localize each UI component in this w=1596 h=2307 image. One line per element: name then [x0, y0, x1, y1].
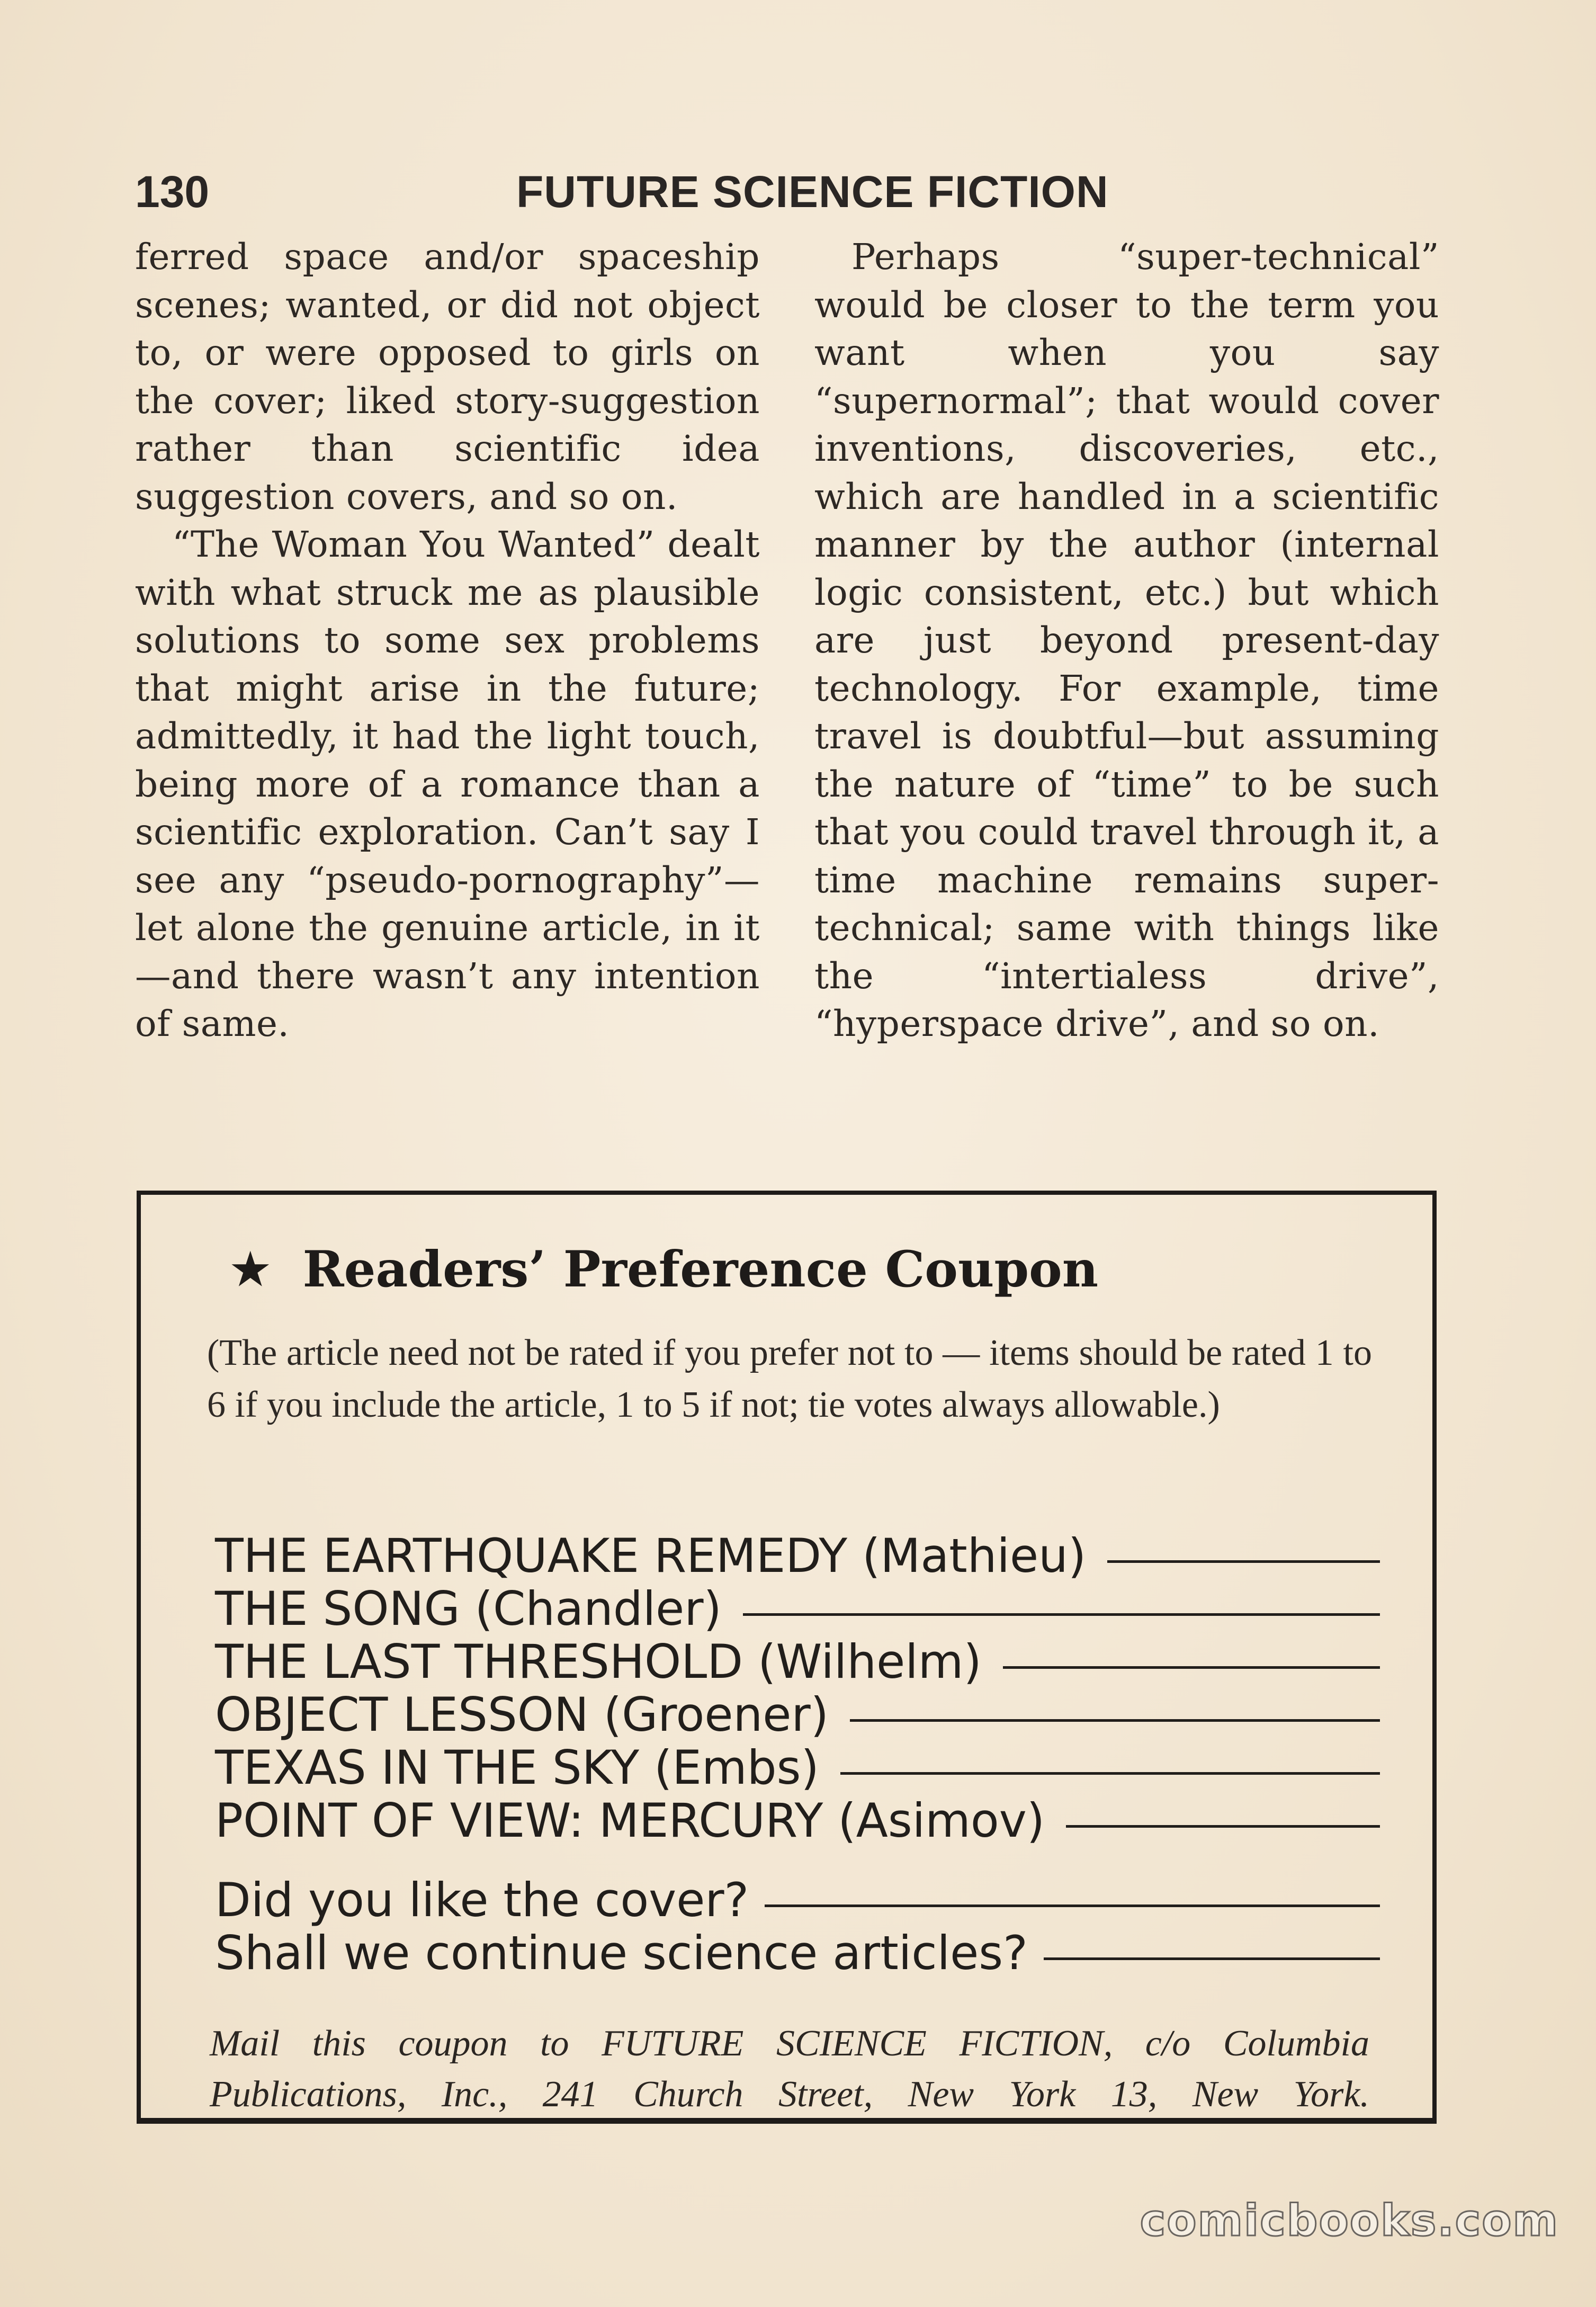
rating-blank-line[interactable]	[1003, 1666, 1380, 1669]
mail-line: Mail this coupon to FUTURE SCIENCE FICTION, c/o Columbia	[210, 2023, 1369, 2064]
question-row	[215, 1874, 1380, 1927]
page-header	[135, 159, 1438, 228]
rating-blank-line[interactable]	[743, 1613, 1380, 1616]
readers-preference-coupon	[137, 1191, 1437, 2124]
right-paragraph-1: Perhaps “super-technical” would be closer to the term you want when you say “supernormal”; that would cover inventions, discoveries, etc., which are handled in a scientific manner by the author (internal logic consistent, etc.) but which are just beyond present-day technology. For example, time travel is doubtful—but assuming the nature of “time” to be such that you could travel through it, a time machine remains super-technical; same with things like the “intertialess drive”, “hyperspace drive”, and so on.	[814, 236, 1439, 1044]
magazine-title: FUTURE SCIENCE FICTION	[516, 167, 1109, 217]
story-title: TEXAS IN THE SKY (Embs)	[215, 1740, 819, 1795]
rating-row	[215, 1741, 1380, 1794]
coupon-note-text: (The article need not be rated if you prefer not to — items should be rated 1 to 6 if you include the article, 1 to 5 if not; tie votes always allowable.)	[207, 1333, 1372, 1425]
page-number: 130	[135, 167, 210, 217]
story-title: THE LAST THRESHOLD (Wilhelm)	[215, 1634, 982, 1689]
rating-row	[215, 1794, 1380, 1847]
left-column	[135, 233, 760, 1048]
rating-blank-line[interactable]	[840, 1772, 1380, 1775]
star-icon: ★	[231, 1244, 270, 1295]
coupon-questions	[215, 1874, 1507, 1980]
mailing-instructions	[210, 2018, 1369, 2120]
watermark: comicbooks.com	[1140, 2196, 1559, 2246]
coupon-title-text: Readers’ Preference Coupon	[302, 1240, 1099, 1299]
right-column	[814, 233, 1439, 1048]
left-paragraph-1: ferred space and/or spaceship scenes; wanted, or did not object to, or were opposed to girls on the cover; liked story-suggestion rather than scientific idea suggestion covers, and so on.	[135, 236, 760, 517]
coupon-instructions	[207, 1327, 1372, 1431]
rating-blank-line[interactable]	[1066, 1825, 1380, 1828]
question-cover: Did you like the cover?	[215, 1873, 749, 1927]
story-title: THE EARTHQUAKE REMEDY (Mathieu)	[215, 1528, 1087, 1583]
mail-line: Publications, Inc., 241 Church Street, New York 13, New York.	[210, 2074, 1369, 2115]
rating-row	[215, 1635, 1380, 1688]
story-title: POINT OF VIEW: MERCURY (Asimov)	[215, 1793, 1045, 1848]
answer-blank-line[interactable]	[1044, 1957, 1380, 1960]
rating-row	[215, 1530, 1380, 1582]
rating-blank-line[interactable]	[850, 1719, 1380, 1722]
coupon-title	[231, 1240, 1396, 1309]
story-title: OBJECT LESSON (Groener)	[215, 1687, 829, 1742]
rating-row	[215, 1582, 1380, 1635]
answer-blank-line[interactable]	[765, 1904, 1380, 1907]
story-title: THE SONG (Chandler)	[215, 1581, 722, 1636]
question-science-articles: Shall we continue science articles?	[215, 1926, 1028, 1980]
rating-blank-line[interactable]	[1107, 1560, 1380, 1563]
left-paragraph-2: “The Woman You Wanted” dealt with what struck me as plausible solutions to some sex problems that might arise in the future; admittedly, it had the light touch, being more of a romance than a scientific exploration. Can’t say I see any “pseudo-pornography”—let alone the genuine article, in it—and there wasn’t any intention of same.	[135, 523, 760, 1044]
story-rating-list	[215, 1530, 1507, 1847]
rating-row	[215, 1688, 1380, 1741]
question-row	[215, 1927, 1380, 1980]
